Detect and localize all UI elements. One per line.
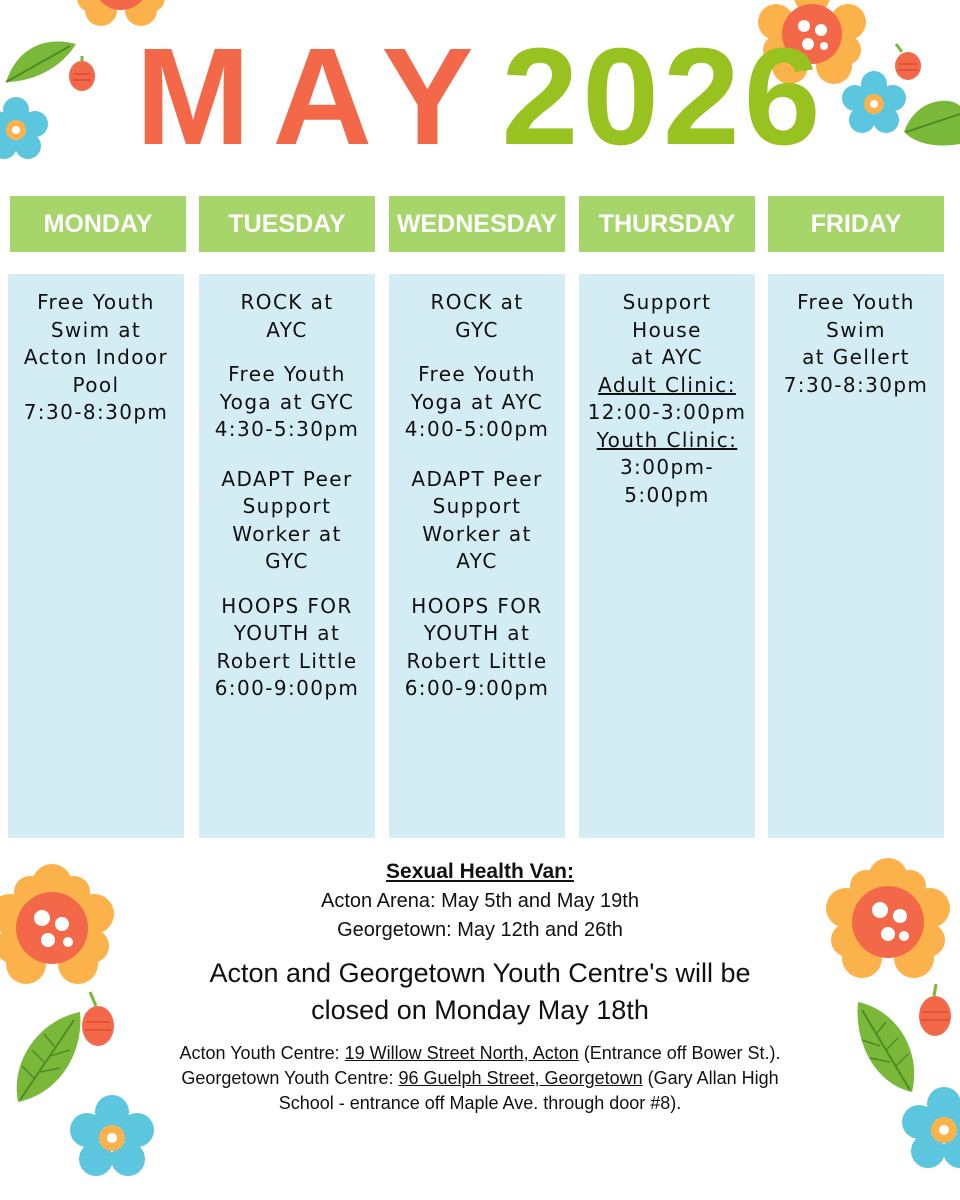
schedule-line: Support bbox=[432, 494, 522, 518]
schedule-line: ROCK at bbox=[240, 290, 334, 314]
schedule-line: ROCK at bbox=[430, 290, 524, 314]
schedule-line: Pool bbox=[72, 372, 120, 397]
georgetown-address-note: School - entrance off Maple Ave. through door #8). bbox=[278, 1093, 682, 1113]
schedule-line: House bbox=[632, 317, 702, 342]
title-month: MAY bbox=[135, 20, 496, 174]
schedule-line: YOUTH at bbox=[423, 621, 531, 645]
schedule-line: Free Youth bbox=[797, 290, 915, 314]
schedule-line: Free Youth bbox=[37, 290, 155, 314]
schedule-line: 7:30-8:30pm bbox=[23, 400, 169, 424]
schedule-line: AYC bbox=[266, 317, 308, 342]
page-title bbox=[0, 20, 960, 174]
day-header-friday: FRIDAY bbox=[768, 196, 944, 252]
schedule-line: 6:00-9:00pm bbox=[214, 676, 360, 700]
schedule-line: AYC bbox=[456, 549, 498, 573]
schedule-line: Free Youth bbox=[418, 362, 536, 386]
acton-note: (Entrance off Bower St.). bbox=[578, 1043, 781, 1063]
schedule-line: 3:00pm- bbox=[619, 455, 715, 479]
georgetown-label: Georgetown Youth Centre: bbox=[181, 1068, 399, 1088]
schedule-line: GYC bbox=[455, 317, 499, 342]
schedule-line: ADAPT Peer bbox=[411, 466, 543, 491]
adult-clinic-label: Adult Clinic: bbox=[598, 372, 736, 397]
van-title: Sexual Health Van: bbox=[386, 860, 574, 883]
schedule-line: Support bbox=[242, 494, 332, 518]
schedule-line: Swim bbox=[826, 317, 886, 342]
schedule-line: Swim at bbox=[50, 317, 142, 342]
schedule-line: 4:30-5:30pm bbox=[214, 417, 360, 441]
schedule-line: GYC bbox=[265, 549, 309, 573]
day-column-tuesday bbox=[199, 274, 375, 838]
schedule-line: HOOPS FOR bbox=[221, 593, 353, 618]
schedule-line: Worker at bbox=[422, 521, 532, 546]
schedule-line: Robert Little bbox=[406, 648, 548, 673]
acton-label: Acton Youth Centre: bbox=[179, 1043, 345, 1063]
schedule-line: Yoga at AYC bbox=[410, 389, 544, 414]
schedule-line: Acton Indoor bbox=[23, 345, 169, 369]
schedule-line: 7:30-8:30pm bbox=[783, 372, 929, 397]
day-column-thursday bbox=[579, 274, 755, 838]
schedule-line: YOUTH at bbox=[233, 621, 341, 645]
day-column-friday bbox=[768, 274, 944, 838]
schedule-line: Robert Little bbox=[216, 648, 358, 673]
title-year: 2026 bbox=[501, 20, 825, 174]
schedule-line: at AYC bbox=[630, 345, 704, 369]
day-header-thursday: THURSDAY bbox=[579, 196, 755, 252]
day-header-tuesday: TUESDAY bbox=[199, 196, 375, 252]
closure-notice-line2: closed on Monday May 18th bbox=[311, 995, 649, 1025]
schedule-line: Yoga at GYC bbox=[219, 389, 355, 414]
schedule-line: at Gellert bbox=[802, 345, 910, 369]
youth-clinic-label: Youth Clinic: bbox=[596, 427, 738, 452]
schedule-line: 6:00-9:00pm bbox=[404, 676, 550, 700]
schedule-line: 4:00-5:00pm bbox=[404, 417, 550, 441]
van-acton-dates: Acton Arena: May 5th and May 19th bbox=[321, 890, 639, 912]
day-column-monday bbox=[8, 274, 184, 838]
georgetown-address-link[interactable]: 96 Guelph Street, Georgetown bbox=[398, 1068, 643, 1088]
acton-address-line bbox=[0, 1043, 960, 1064]
closure-notice-line1: Acton and Georgetown Youth Centre's will be bbox=[209, 958, 751, 988]
schedule-line: Worker at bbox=[232, 521, 342, 546]
schedule-line: HOOPS FOR bbox=[411, 593, 543, 618]
schedule-line: ADAPT Peer bbox=[221, 466, 353, 491]
day-header-monday: MONDAY bbox=[10, 196, 186, 252]
schedule-line: Support bbox=[622, 290, 712, 314]
day-header-wednesday: WEDNESDAY bbox=[389, 196, 565, 252]
acton-address-link[interactable]: 19 Willow Street North, Acton bbox=[344, 1043, 579, 1063]
georgetown-note: (Gary Allan High bbox=[642, 1068, 779, 1088]
schedule-line: 5:00pm bbox=[624, 482, 710, 507]
day-column-wednesday bbox=[389, 274, 565, 838]
schedule-line: 12:00-3:00pm bbox=[587, 400, 747, 424]
georgetown-address-line bbox=[0, 1068, 960, 1089]
schedule-line: Free Youth bbox=[228, 362, 346, 386]
van-georgetown-dates: Georgetown: May 12th and 26th bbox=[337, 919, 623, 941]
